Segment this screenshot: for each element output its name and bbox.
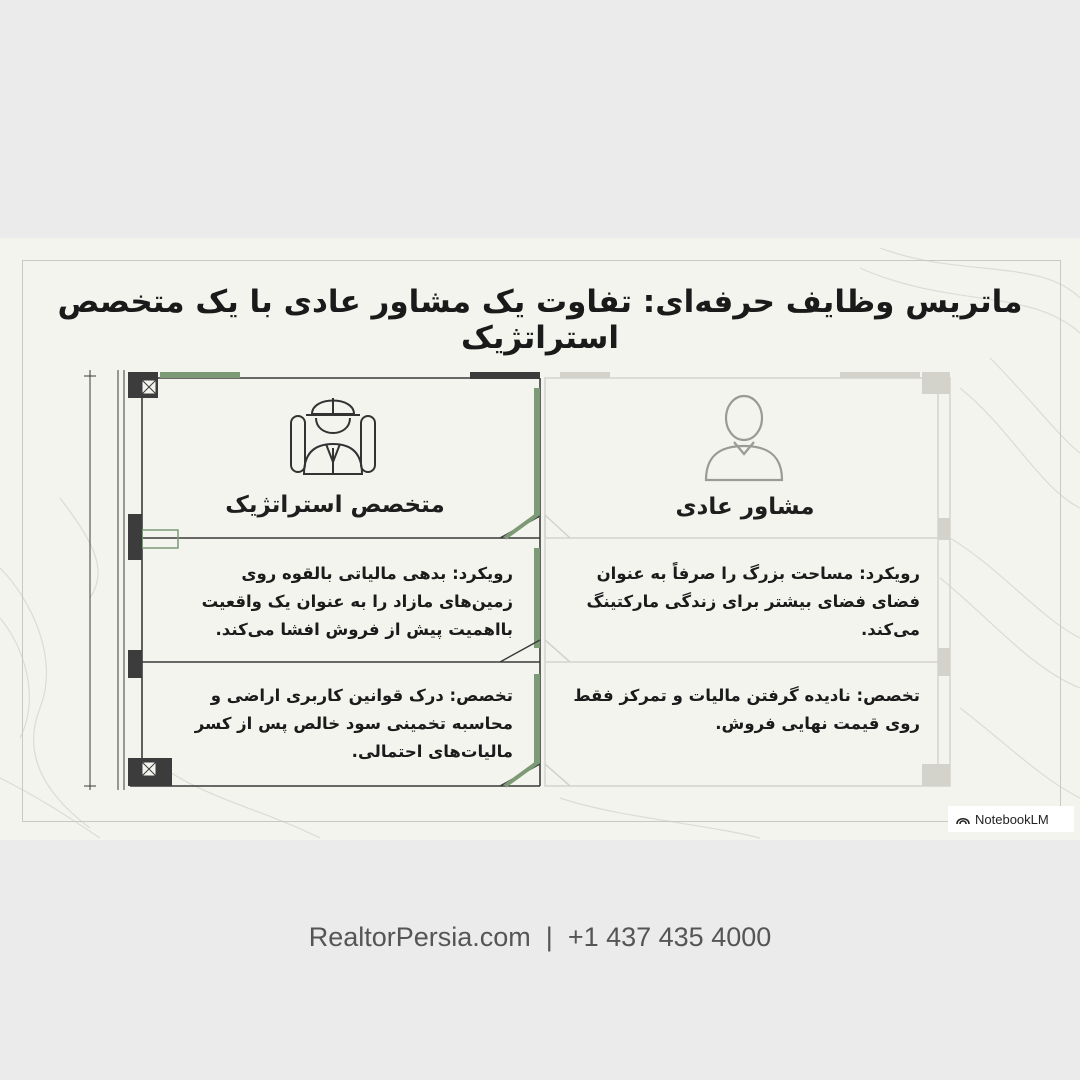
regular-expertise: تخصص: نادیده گرفتن مالیات و تمرکز فقط روی قیمت نهایی فروش. bbox=[573, 686, 920, 733]
matrix-frame bbox=[0, 238, 1080, 840]
notebooklm-label: NotebookLM bbox=[975, 811, 1049, 827]
person-icon bbox=[700, 392, 788, 482]
strategist-approach: رویکرد: بدهی مالیاتی بالقوه روی زمین‌های مازاد را به عنوان یک واقعیت بااهمیت پیش از فروش افشا می‌کند. bbox=[201, 564, 513, 639]
strategist-expertise: تخصص: درک قوانین کاربری اراضی و محاسبه تخمینی سود خالص پس از کسر مالیات‌های احتمالی. bbox=[194, 686, 513, 761]
footer-contact: RealtorPersia.com | +1 437 435 4000 bbox=[308, 922, 772, 952]
engineer-icon bbox=[288, 388, 378, 480]
notebooklm-logo-icon bbox=[956, 813, 970, 825]
slide bbox=[0, 238, 1080, 840]
regular-approach: رویکرد: مساحت بزرگ را صرفاً به عنوان فضای فضای بیشتر برای زندگی مارکتینگ می‌کند. bbox=[586, 564, 920, 639]
column-heading-strategist: متخصص استراتژیک bbox=[225, 492, 445, 518]
column-heading-regular-agent: مشاور عادی bbox=[675, 494, 815, 520]
slide-title: ماتریس وظایف حرفه‌ای: تفاوت یک مشاور عادی با یک متخصص استراتژیک bbox=[57, 284, 1023, 356]
notebooklm-watermark bbox=[948, 806, 1074, 832]
